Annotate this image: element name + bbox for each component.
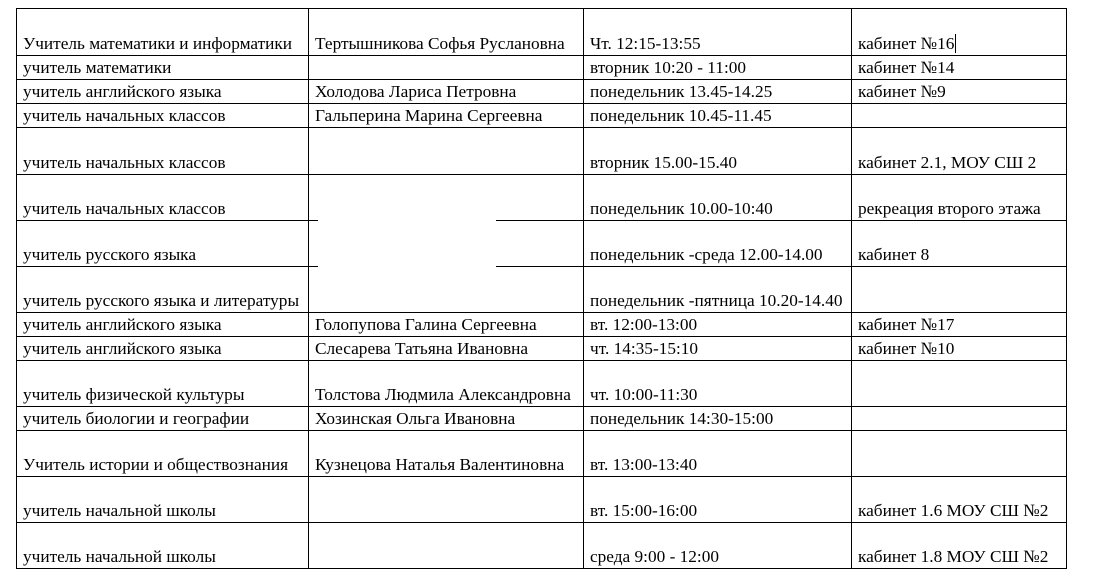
room-cell [852, 267, 1067, 313]
time-cell: среда 9:00 - 12:00 [584, 523, 852, 569]
teacher-cell [309, 56, 584, 80]
subject-cell: учитель начальной школы [17, 477, 309, 523]
table-row [17, 431, 1067, 477]
time-cell: вторник 15.00-15.40 [584, 128, 852, 175]
table-row [17, 56, 1067, 80]
table-row [17, 104, 1067, 128]
room-cell [852, 361, 1067, 407]
teacher-cell [309, 267, 584, 313]
time-cell: понедельник 14:30-15:00 [584, 407, 852, 431]
room-cell [852, 407, 1067, 431]
teacher-cell [309, 128, 584, 175]
room-cell: кабинет №17 [852, 313, 1067, 337]
table-row [17, 313, 1067, 337]
room-text: кабинет №16 [858, 34, 955, 53]
subject-cell: учитель английского языка [17, 337, 309, 361]
teacher-cell: Кузнецова Наталья Валентиновна [309, 431, 584, 477]
time-cell: чт. 14:35-15:10 [584, 337, 852, 361]
subject-cell: учитель английского языка [17, 80, 309, 104]
subject-cell: учитель русского языка [17, 221, 309, 267]
room-cell [852, 104, 1067, 128]
teacher-cell: Тертышникова Софья Руслановна [309, 9, 584, 56]
teacher-cell: Голопупова Галина Сергеевна [309, 313, 584, 337]
time-cell: вт. 12:00-13:00 [584, 313, 852, 337]
subject-cell: учитель физической культуры [17, 361, 309, 407]
subject-cell: Учитель математики и информатики [17, 9, 309, 56]
table-row [17, 407, 1067, 431]
teacher-cell: Хозинская Ольга Ивановна [309, 407, 584, 431]
subject-cell: учитель математики [17, 56, 309, 80]
time-cell: вторник 10:20 - 11:00 [584, 56, 852, 80]
teacher-cell: Холодова Лариса Петровна [309, 80, 584, 104]
room-cell: кабинет 8 [852, 221, 1067, 267]
table-row [17, 175, 1067, 221]
room-cell: кабинет 1.8 МОУ СШ №2 [852, 523, 1067, 569]
table-row [17, 221, 1067, 267]
room-cell [852, 431, 1067, 477]
time-cell: понедельник -среда 12.00-14.00 [584, 221, 852, 267]
table-row [17, 128, 1067, 175]
table-row [17, 80, 1067, 104]
room-cell: кабинет 2.1, МОУ СШ 2 [852, 128, 1067, 175]
table-row [17, 267, 1067, 313]
subject-cell: учитель начальных классов [17, 104, 309, 128]
subject-cell: учитель английского языка [17, 313, 309, 337]
room-cell: кабинет №9 [852, 80, 1067, 104]
redaction-patch [318, 200, 496, 270]
teacher-cell: Гальперина Марина Сергеевна [309, 104, 584, 128]
teacher-cell: Слесарева Татьяна Ивановна [309, 337, 584, 361]
subject-cell: учитель русского языка и литературы [17, 267, 309, 313]
table-row [17, 9, 1067, 56]
time-cell: вт. 15:00-16:00 [584, 477, 852, 523]
redaction-patch [318, 474, 596, 564]
subject-cell: учитель начальной школы [17, 523, 309, 569]
room-cell: кабинет 1.6 МОУ СШ №2 [852, 477, 1067, 523]
room-cell: кабинет №10 [852, 337, 1067, 361]
subject-cell: Учитель истории и обществознания [17, 431, 309, 477]
subject-cell: учитель начальных классов [17, 175, 309, 221]
teacher-cell: Толстова Людмила Александровна [309, 361, 584, 407]
subject-cell: учитель начальных классов [17, 128, 309, 175]
time-cell: чт. 10:00-11:30 [584, 361, 852, 407]
time-cell: понедельник 13.45-14.25 [584, 80, 852, 104]
subject-cell: учитель биологии и географии [17, 407, 309, 431]
room-cell: рекреация второго этажа [852, 175, 1067, 221]
time-cell: понедельник 10.45-11.45 [584, 104, 852, 128]
room-cell: кабинет №14 [852, 56, 1067, 80]
time-cell: вт. 13:00-13:40 [584, 431, 852, 477]
time-cell: понедельник -пятница 10.20-14.40 [584, 267, 852, 313]
time-cell: понедельник 10.00-10:40 [584, 175, 852, 221]
time-cell: Чт. 12:15-13:55 [584, 9, 852, 56]
table-row [17, 361, 1067, 407]
table-row [17, 337, 1067, 361]
room-cell [852, 9, 1067, 56]
